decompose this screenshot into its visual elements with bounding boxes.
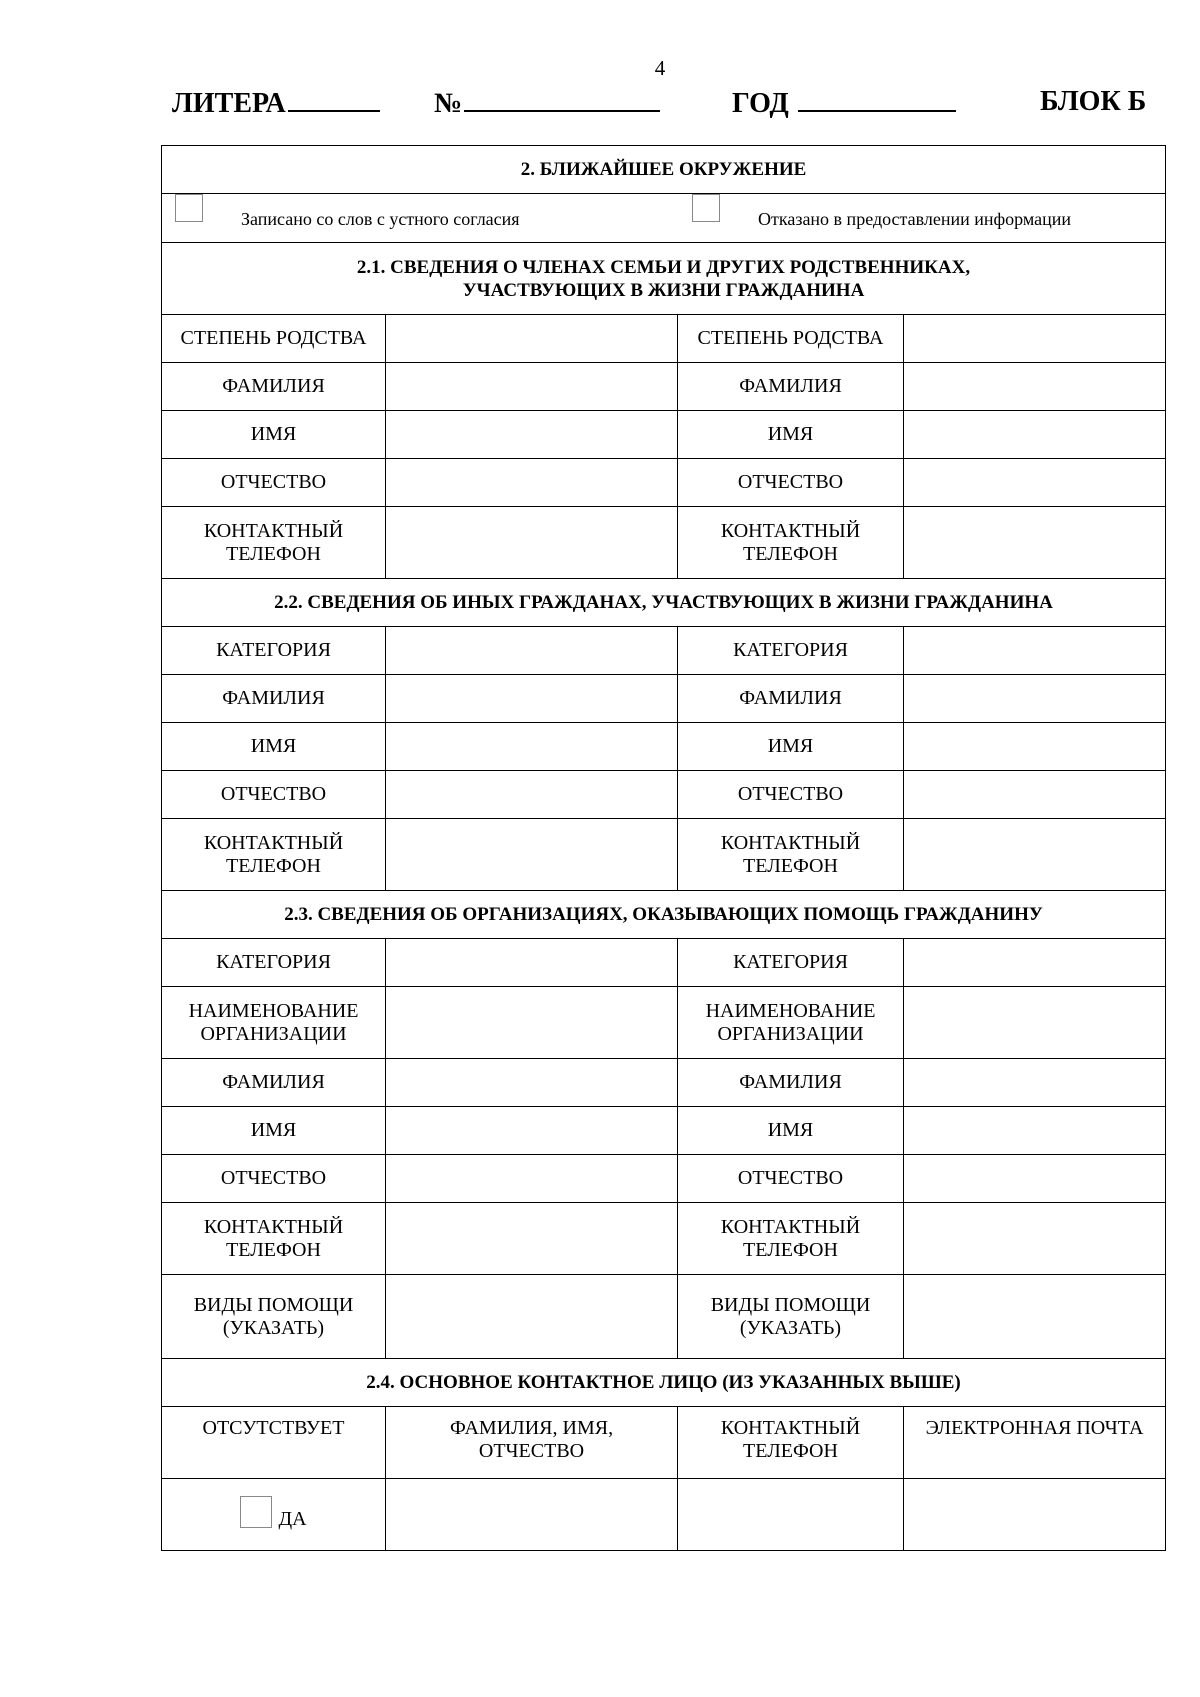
litera-label: ЛИТЕРА: [172, 88, 286, 119]
citizen-category-label: КАТЕГОРИЯ: [162, 627, 386, 675]
org-name-label-line1: НАИМЕНОВАНИЕ: [705, 999, 876, 1022]
relative-1-degree-input[interactable]: [386, 315, 678, 363]
citizen-patronymic-label: ОТЧЕСТВО: [678, 771, 904, 819]
relative-2-surname-input[interactable]: [904, 363, 1166, 411]
section-21-title-line1: 2.1. СВЕДЕНИЯ О ЧЛЕНАХ СЕМЬИ И ДРУГИХ РОДСТВЕННИКАХ,: [356, 256, 971, 278]
org-help-label-line2: (УКАЗАТЬ): [222, 1316, 325, 1339]
org-help-label: [162, 1275, 386, 1359]
contact-phone-header-line2: ТЕЛЕФОН: [743, 1440, 838, 1462]
org-2-name-input[interactable]: [904, 987, 1166, 1059]
citizen-2-patronymic-input[interactable]: [904, 771, 1166, 819]
org-2-phone-input[interactable]: [904, 1203, 1166, 1275]
org-2-patronymic-input[interactable]: [904, 1155, 1166, 1203]
relative-patronymic-label: ОТЧЕСТВО: [162, 459, 386, 507]
org-1-help-input[interactable]: [386, 1275, 678, 1359]
org-1-surname-input[interactable]: [386, 1059, 678, 1107]
contact-fio-header-line1: ФАМИЛИЯ, ИМЯ,: [449, 1417, 614, 1439]
consent-recorded-checkbox[interactable]: [175, 194, 203, 222]
consent-refused-label: Отказано в предоставлении информации: [758, 209, 1072, 229]
document-header: [172, 86, 1154, 120]
citizen-1-name-input[interactable]: [386, 723, 678, 771]
org-help-label: [678, 1275, 904, 1359]
number-blank[interactable]: [464, 86, 660, 112]
org-2-person-name-input[interactable]: [904, 1107, 1166, 1155]
relative-1-patronymic-input[interactable]: [386, 459, 678, 507]
org-surname-label: ФАМИЛИЯ: [678, 1059, 904, 1107]
consent-row: [162, 194, 1166, 243]
relative-2-phone-input[interactable]: [904, 507, 1166, 579]
consent-recorded-label: Записано со слов с устного согласия: [241, 209, 520, 229]
section-21-title-line2: УЧАСТВУЮЩИХ В ЖИЗНИ ГРАЖДАНИНА: [462, 279, 865, 301]
relative-phone-label-line1: КОНТАКТНЫЙ: [203, 519, 344, 542]
relative-2-patronymic-input[interactable]: [904, 459, 1166, 507]
citizen-phone-label-line2: ТЕЛЕФОН: [226, 854, 321, 877]
citizen-2-category-input[interactable]: [904, 627, 1166, 675]
citizen-surname-label: ФАМИЛИЯ: [678, 675, 904, 723]
relative-phone-label: [678, 507, 904, 579]
citizen-phone-label-line1: КОНТАКТНЫЙ: [203, 831, 344, 854]
contact-absent-yes-label: ДА: [278, 1508, 307, 1530]
relative-1-surname-input[interactable]: [386, 363, 678, 411]
relative-patronymic-label: ОТЧЕСТВО: [678, 459, 904, 507]
org-phone-label: [678, 1203, 904, 1275]
citizen-category-label: КАТЕГОРИЯ: [678, 627, 904, 675]
relative-1-name-input[interactable]: [386, 411, 678, 459]
citizen-1-phone-input[interactable]: [386, 819, 678, 891]
citizen-1-category-input[interactable]: [386, 627, 678, 675]
year-blank[interactable]: [798, 86, 956, 112]
org-person-name-label: ИМЯ: [162, 1107, 386, 1155]
page-number: 4: [654, 56, 666, 80]
number-field[interactable]: [434, 86, 660, 120]
relative-name-label: ИМЯ: [678, 411, 904, 459]
org-patronymic-label: ОТЧЕСТВО: [162, 1155, 386, 1203]
section-21-title: [162, 243, 1166, 315]
litera-blank[interactable]: [288, 86, 380, 112]
year-label: ГОД: [732, 88, 789, 119]
contact-fio-header: [386, 1407, 678, 1479]
citizen-name-label: ИМЯ: [678, 723, 904, 771]
citizen-1-surname-input[interactable]: [386, 675, 678, 723]
litera-field[interactable]: [172, 86, 380, 120]
relative-1-phone-input[interactable]: [386, 507, 678, 579]
citizen-name-label: ИМЯ: [162, 723, 386, 771]
block-label: БЛОК Б: [1040, 86, 1147, 117]
relative-2-degree-input[interactable]: [904, 315, 1166, 363]
relative-surname-label: ФАМИЛИЯ: [162, 363, 386, 411]
relative-phone-label: [162, 507, 386, 579]
citizen-2-phone-input[interactable]: [904, 819, 1166, 891]
relative-2-name-input[interactable]: [904, 411, 1166, 459]
citizen-patronymic-label: ОТЧЕСТВО: [162, 771, 386, 819]
relative-phone-label-line2: ТЕЛЕФОН: [743, 542, 838, 565]
citizen-phone-label: [678, 819, 904, 891]
citizen-1-patronymic-input[interactable]: [386, 771, 678, 819]
org-patronymic-label: ОТЧЕСТВО: [678, 1155, 904, 1203]
citizen-2-name-input[interactable]: [904, 723, 1166, 771]
org-1-person-name-input[interactable]: [386, 1107, 678, 1155]
org-help-label-line1: ВИДЫ ПОМОЩИ: [193, 1293, 354, 1316]
org-1-name-input[interactable]: [386, 987, 678, 1059]
section-24-title: 2.4. ОСНОВНОЕ КОНТАКТНОЕ ЛИЦО (ИЗ УКАЗАННЫХ ВЫШЕ): [162, 1359, 1166, 1407]
section-2-title: 2. БЛИЖАЙШЕЕ ОКРУЖЕНИЕ: [162, 146, 1166, 194]
contact-phone-header: [678, 1407, 904, 1479]
org-help-label-line1: ВИДЫ ПОМОЩИ: [710, 1293, 871, 1316]
citizen-2-surname-input[interactable]: [904, 675, 1166, 723]
org-phone-label-line2: ТЕЛЕФОН: [743, 1238, 838, 1261]
org-phone-label-line2: ТЕЛЕФОН: [226, 1238, 321, 1261]
relative-phone-label-line1: КОНТАКТНЫЙ: [720, 519, 861, 542]
year-field[interactable]: [732, 86, 956, 120]
contact-absent-yes-checkbox[interactable]: [240, 1496, 272, 1528]
org-2-help-input[interactable]: [904, 1275, 1166, 1359]
org-name-label: [678, 987, 904, 1059]
citizen-phone-label-line2: ТЕЛЕФОН: [743, 854, 838, 877]
org-phone-label-line1: КОНТАКТНЫЙ: [720, 1215, 861, 1238]
citizen-phone-label-line1: КОНТАКТНЫЙ: [720, 831, 861, 854]
org-1-category-input[interactable]: [386, 939, 678, 987]
citizen-phone-label: [162, 819, 386, 891]
contact-phone-input[interactable]: [678, 1479, 904, 1551]
contact-absent-header: ОТСУТСТВУЕТ: [162, 1407, 386, 1479]
environment-form-table: [161, 145, 1166, 1551]
org-name-label-line1: НАИМЕНОВАНИЕ: [188, 999, 359, 1022]
org-category-label: КАТЕГОРИЯ: [678, 939, 904, 987]
section-22-title: 2.2. СВЕДЕНИЯ ОБ ИНЫХ ГРАЖДАНАХ, УЧАСТВУЮЩИХ В ЖИЗНИ ГРАЖДАНИНА: [162, 579, 1166, 627]
relative-degree-label: СТЕПЕНЬ РОДСТВА: [678, 315, 904, 363]
org-name-label: [162, 987, 386, 1059]
org-surname-label: ФАМИЛИЯ: [162, 1059, 386, 1107]
org-name-label-line2: ОРГАНИЗАЦИИ: [717, 1022, 864, 1045]
org-2-category-input[interactable]: [904, 939, 1166, 987]
contact-absent-cell: [162, 1479, 386, 1551]
number-label: №: [434, 88, 463, 119]
org-1-phone-input[interactable]: [386, 1203, 678, 1275]
org-help-label-line2: (УКАЗАТЬ): [739, 1316, 842, 1339]
contact-fio-input[interactable]: [386, 1479, 678, 1551]
relative-phone-label-line2: ТЕЛЕФОН: [226, 542, 321, 565]
contact-email-header: ЭЛЕКТРОННАЯ ПОЧТА: [904, 1407, 1166, 1479]
contact-phone-header-line1: КОНТАКТНЫЙ: [720, 1417, 861, 1439]
relative-degree-label: СТЕПЕНЬ РОДСТВА: [162, 315, 386, 363]
org-category-label: КАТЕГОРИЯ: [162, 939, 386, 987]
org-name-label-line2: ОРГАНИЗАЦИИ: [200, 1022, 347, 1045]
contact-fio-header-line2: ОТЧЕСТВО: [478, 1440, 585, 1462]
org-person-name-label: ИМЯ: [678, 1107, 904, 1155]
consent-refused-checkbox[interactable]: [692, 194, 720, 222]
section-23-title: 2.3. СВЕДЕНИЯ ОБ ОРГАНИЗАЦИЯХ, ОКАЗЫВАЮЩИХ ПОМОЩЬ ГРАЖДАНИНУ: [162, 891, 1166, 939]
org-phone-label-line1: КОНТАКТНЫЙ: [203, 1215, 344, 1238]
org-phone-label: [162, 1203, 386, 1275]
citizen-surname-label: ФАМИЛИЯ: [162, 675, 386, 723]
relative-surname-label: ФАМИЛИЯ: [678, 363, 904, 411]
relative-name-label: ИМЯ: [162, 411, 386, 459]
contact-email-input[interactable]: [904, 1479, 1166, 1551]
org-1-patronymic-input[interactable]: [386, 1155, 678, 1203]
org-2-surname-input[interactable]: [904, 1059, 1166, 1107]
